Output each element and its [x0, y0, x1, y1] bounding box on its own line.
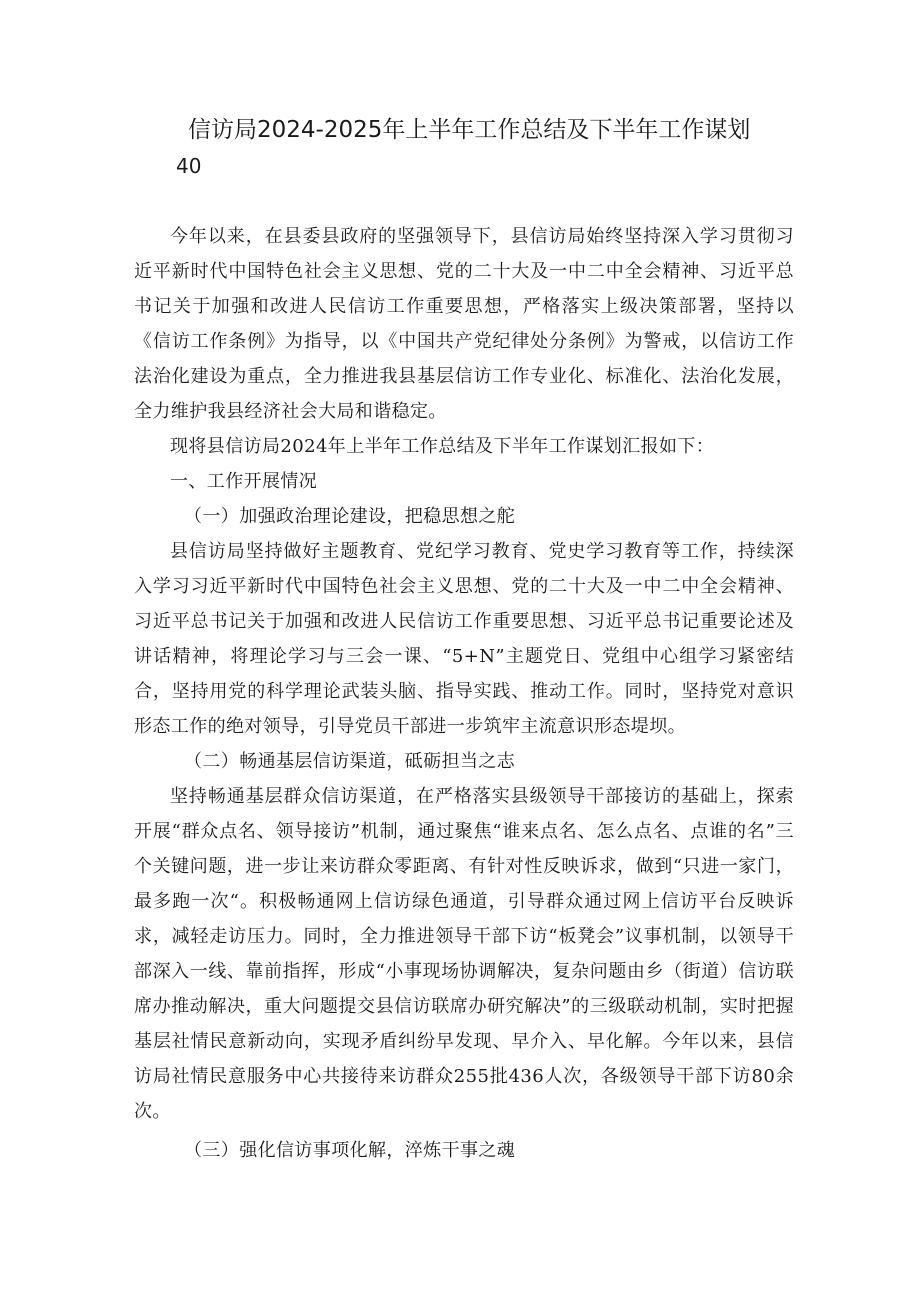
intro-paragraph: 今年以来，在县委县政府的坚强领导下，县信访局始终坚持深入学习贯彻习近平新时代中国特色社会主义思想、党的二十大及一中二中全会精神、习近平总书记关于加强和改进人民信访工作重要思想，严格落实上级决策部署，坚持以《信访工作条例》为指导，以《中国共产党纪律处分条例》为警戒，以信访工作法治化建设为重点，全力推进我县基层信访工作专业化、标准化、法治化发展，全力维护我县经济社会大局和谐稳定。: [134, 226, 794, 422]
subsection-heading-petition-resolution: （三）强化信访事项化解，淬炼干事之魂: [184, 1140, 516, 1161]
subsection-paragraph-petition-channels: 坚持畅通基层群众信访渠道，在严格落实县级领导干部接访的基础上，探索开展“群众点名、领导接访”机制，通过聚焦“谁来点名、怎么点名、点谁的名”三个关键问题，进一步让来访群众零距离、有针对性反映诉求，做到“只进一家门，最多跑一次“。积极畅通网上信访绿色通道，引导群众通过网上信访平台反映诉求，减轻走访压力。同时，全力推进领导干部下访“板凳会”议事机制，以领导干部深入一线、靠前指挥，形成“小事现场协调解决，复杂问题由乡（街道）信访联席办推动解决，重大问题提交县信访联席办研究解决”的三级联动机制，实时把握基层社情民意新动向，实现矛盾纠纷早发现、早介入、早化解。今年以来，县信访局社情民意服务中心共接待来访群众255批436人次，各级领导干部下访80余次。: [134, 786, 794, 1122]
document-title: 信访局2024-2025年上半年工作总结及下半年工作谋划: [188, 117, 751, 143]
section-heading-work-status: 一、工作开展情况: [170, 471, 318, 492]
subsection-heading-political-theory: （一）加强政治理论建设，把稳思想之舵: [184, 506, 516, 527]
subsection-heading-petition-channels: （二）畅通基层信访渠道，砥砺担当之志: [184, 751, 516, 772]
document-title-suffix: 40: [176, 154, 202, 178]
subsection-paragraph-political-theory: 县信访局坚持做好主题教育、党纪学习教育、党史学习教育等工作，持续深入学习习近平新时代中国特色社会主义思想、党的二十大及一中二中全会精神、习近平总书记关于加强和改进人民信访工作重要思想、习近平总书记重要论述及讲话精神，将理论学习与三会一课、“5+N”主题党日、党组中心组学习紧密结合，坚持用党的科学理论武装头脑、指导实践、推动工作。同时，坚持党对意识形态工作的绝对领导，引导党员干部进一步筑牢主流意识形态堤坝。: [134, 541, 794, 737]
report-intro-paragraph: 现将县信访局2024年上半年工作总结及下半年工作谋划汇报如下：: [170, 436, 715, 457]
document-body: [134, 219, 794, 1168]
